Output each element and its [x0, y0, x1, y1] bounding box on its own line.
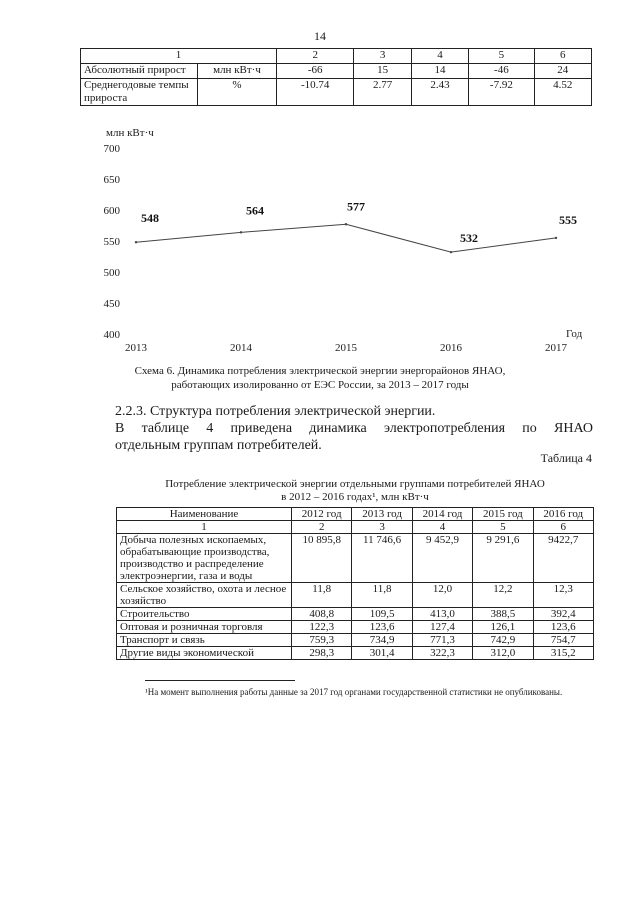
table-cell: 2.43: [411, 79, 468, 106]
table-row: [81, 79, 592, 106]
table-cell: 771,3: [412, 634, 472, 647]
column-number: 5: [473, 521, 533, 534]
table-cell: 9422,7: [533, 534, 593, 583]
table-header-cell: 4: [411, 49, 468, 64]
data-label: 564: [246, 203, 264, 218]
table-header-cell: 2015 год: [473, 508, 533, 521]
table-header-row: [81, 49, 592, 64]
table-cell: 312,0: [473, 647, 533, 660]
data-label: 577: [347, 199, 365, 214]
table-cell: 2.77: [354, 79, 411, 106]
row-name: Сельское хозяйство, охота и лесное хозяйство: [117, 583, 292, 608]
x-tick-label: 2016: [440, 342, 462, 354]
table-cell: 126,1: [473, 621, 533, 634]
x-tick-label: 2017: [545, 342, 567, 354]
section-title: 2.2.3. Структура потребления электрической энергии.: [115, 404, 436, 419]
consumption-line-chart: [96, 124, 586, 360]
series-line: [136, 224, 556, 252]
footnote-separator: [145, 680, 295, 681]
table-cell: 9 291,6: [473, 534, 533, 583]
table-cell: 298,3: [292, 647, 352, 660]
y-tick-label: 450: [103, 298, 120, 310]
table-cell: 388,5: [473, 608, 533, 621]
table-cell: 127,4: [412, 621, 472, 634]
y-tick-label: 550: [103, 236, 120, 248]
column-number: 6: [533, 521, 593, 534]
table-cell: -10.74: [277, 79, 354, 106]
chart-caption-line1: Схема 6. Динамика потребления электрической энергии энергорайонов ЯНАО,: [134, 365, 506, 377]
table-cell: 315,2: [533, 647, 593, 660]
data-label: 555: [559, 212, 577, 227]
row-name: Оптовая и розничная торговля: [117, 621, 292, 634]
column-number: 1: [117, 521, 292, 534]
data-point: [450, 251, 452, 253]
table-header-cell: 2: [277, 49, 354, 64]
table-cell: 14: [411, 64, 468, 79]
table-header-cell: 2016 год: [533, 508, 593, 521]
table-cell: 12,3: [533, 583, 593, 608]
table-row: [117, 634, 594, 647]
row-name: Добыча полезных ископаемых, обрабатывающие производства, производство и распределение электроэнергии, газа и воды: [117, 534, 292, 583]
table-cell: -66: [277, 64, 354, 79]
row-unit: млн кВт·ч: [198, 64, 277, 79]
row-name: Среднегодовые темпы прироста: [81, 79, 198, 106]
table-cell: 413,0: [412, 608, 472, 621]
table-cell: 123,6: [352, 621, 412, 634]
data-point: [555, 237, 557, 239]
table-header-cell: 2013 год: [352, 508, 412, 521]
table-header-cell: 5: [469, 49, 534, 64]
row-name: Абсолютный прирост: [81, 64, 198, 79]
paragraph-line1: В таблице 4 приведена динамика электропотребления по ЯНАО: [115, 421, 593, 436]
row-unit: %: [198, 79, 277, 106]
x-axis-label: Год: [566, 328, 583, 340]
row-name: Другие виды экономической: [117, 647, 292, 660]
y-tick-label: 500: [103, 267, 120, 279]
table-row: [117, 621, 594, 634]
y-tick-label: 400: [103, 329, 120, 341]
table-cell: 392,4: [533, 608, 593, 621]
data-point: [240, 231, 242, 233]
data-label: 532: [460, 231, 478, 246]
table-row: [81, 64, 592, 79]
x-tick-label: 2013: [125, 342, 147, 354]
table-cell: 4.52: [534, 79, 591, 106]
x-tick-label: 2015: [335, 342, 357, 354]
table-cell: 11,8: [352, 583, 412, 608]
table-number-row: [117, 521, 594, 534]
table-title-line1: Потребление электрической энергии отдельными группами потребителей ЯНАО: [165, 478, 545, 490]
y-axis-label: млн кВт·ч: [106, 127, 154, 139]
table-cell: 322,3: [412, 647, 472, 660]
row-name: Строительство: [117, 608, 292, 621]
table-cell: 109,5: [352, 608, 412, 621]
table-cell: 301,4: [352, 647, 412, 660]
table-row: [117, 583, 594, 608]
column-number: 2: [292, 521, 352, 534]
y-tick-label: 600: [103, 205, 120, 217]
table-cell: 11 746,6: [352, 534, 412, 583]
consumption-table: [116, 507, 594, 660]
table-header-cell: 3: [354, 49, 411, 64]
table-header-cell: 2014 год: [412, 508, 472, 521]
table-cell: -46: [469, 64, 534, 79]
table-header-cell: 6: [534, 49, 591, 64]
x-tick-label: 2014: [230, 342, 252, 354]
page-number: 14: [314, 29, 326, 43]
paragraph-line2: отдельным группам потребителей.: [115, 438, 322, 453]
table-cell: 122,3: [292, 621, 352, 634]
table-cell: 759,3: [292, 634, 352, 647]
table-header-cell: Наименование: [117, 508, 292, 521]
row-name: Транспорт и связь: [117, 634, 292, 647]
y-tick-label: 700: [103, 143, 120, 155]
chart-caption-line2: работающих изолированно от ЕЭС России, за 2013 – 2017 годы: [171, 379, 469, 391]
table-cell: 15: [354, 64, 411, 79]
data-point: [345, 223, 347, 225]
footnote: ¹На момент выполнения работы данные за 2017 год органами государственной статистики не опубликованы.: [145, 687, 563, 697]
table-row: [117, 534, 594, 583]
table-cell: 123,6: [533, 621, 593, 634]
table-cell: 24: [534, 64, 591, 79]
table-cell: 12,0: [412, 583, 472, 608]
table-cell: 11,8: [292, 583, 352, 608]
table-cell: -7.92: [469, 79, 534, 106]
column-number: 3: [352, 521, 412, 534]
table-label: Таблица 4: [540, 451, 592, 465]
table-header-row: [117, 508, 594, 521]
table-cell: 12,2: [473, 583, 533, 608]
table-cell: 10 895,8: [292, 534, 352, 583]
table-cell: 408,8: [292, 608, 352, 621]
table-cell: 742,9: [473, 634, 533, 647]
data-point: [135, 241, 137, 243]
table-cell: 9 452,9: [412, 534, 472, 583]
table-cell: 754,7: [533, 634, 593, 647]
table-row: [117, 608, 594, 621]
y-tick-label: 650: [103, 174, 120, 186]
table-cell: 734,9: [352, 634, 412, 647]
table-row: [117, 647, 594, 660]
data-label: 548: [141, 211, 159, 226]
table-title-line2: в 2012 – 2016 годах¹, млн кВт·ч: [281, 491, 429, 503]
table-header-cell: 1: [81, 49, 277, 64]
table-header-cell: 2012 год: [292, 508, 352, 521]
column-number: 4: [412, 521, 472, 534]
growth-table: [80, 48, 592, 106]
